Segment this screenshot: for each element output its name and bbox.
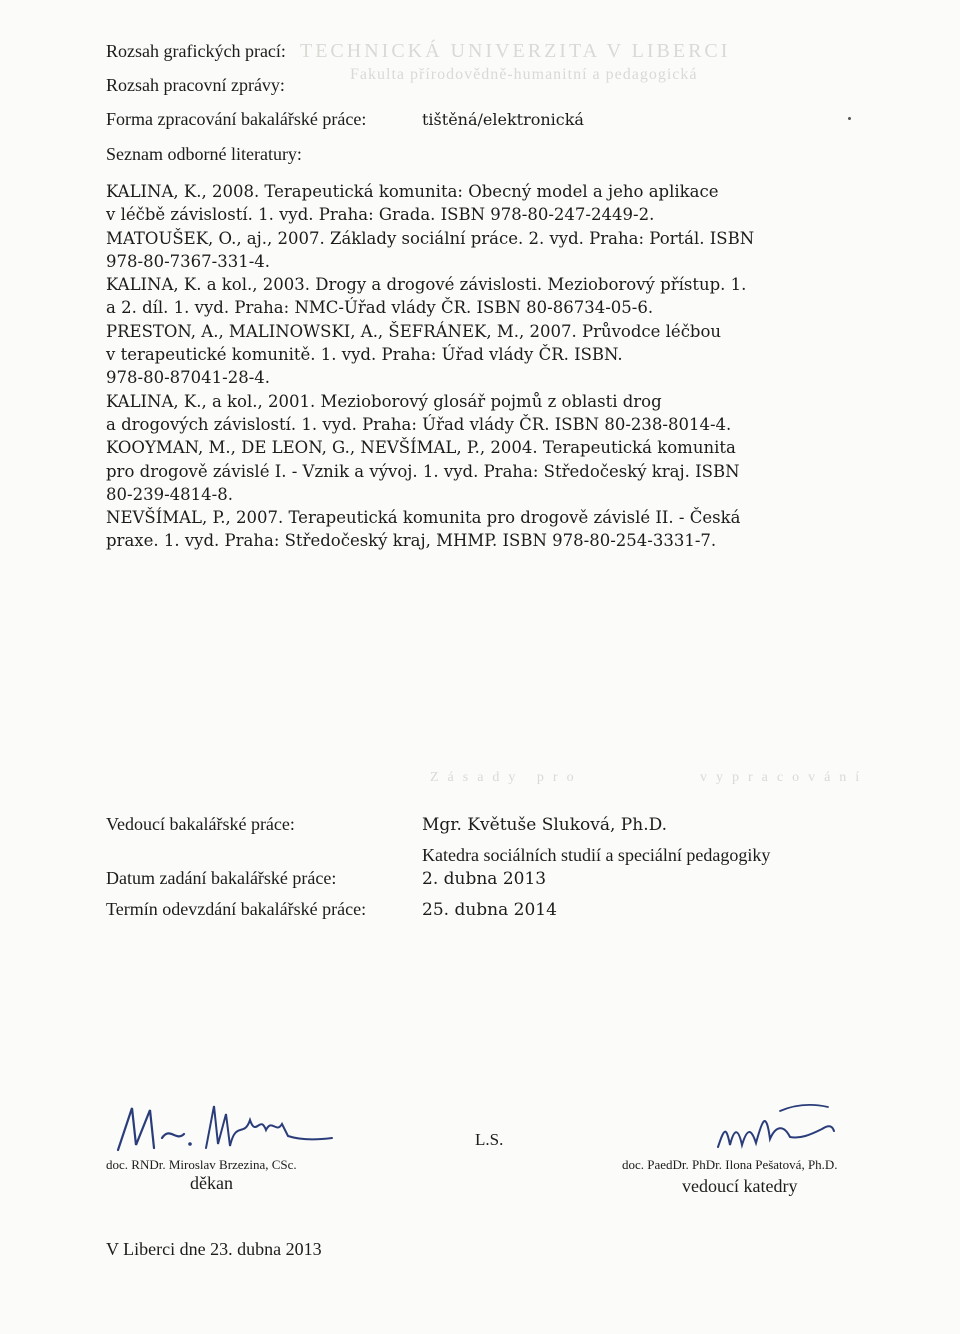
literature-line: KALINA, K., 2008. Terapeutická komunita: Obecný model a jeho aplikace [106,182,719,201]
literature-heading: Seznam odborné literatury: [106,144,302,164]
literature-heading-row [106,143,302,165]
show-through-heading-left: Zásady pro [430,770,583,785]
literature-line: 978-80-87041-28-4. [106,368,271,388]
head-of-department-signature [710,1095,840,1160]
thesis-form-row [106,108,584,130]
stamp-placeholder: L.S. [475,1130,504,1149]
literature-line: KALINA, K., a kol., 2001. Mezioborový glosář pojmů z oblasti drog [106,391,662,411]
literature-line: MATOUŠEK, O., aj., 2007. Základy sociální práce. 2. vyd. Praha: Portál. ISBN [106,228,755,248]
department-name: Katedra sociálních studií a speciální pedagogiky [422,845,771,865]
show-through-heading-right: vypracování [700,770,869,785]
thesis-form-label: Forma zpracování bakalářské práce: [106,109,367,129]
head-of-department-name: doc. PaedDr. PhDr. Ilona Pešatová, Ph.D. [622,1157,838,1172]
literature-line: KALINA, K. a kol., 2003. Drogy a drogové závislosti. Mezioborový přístup. 1. [106,275,747,295]
supervisor-name: Mgr. Květuše Sluková, Ph.D. [422,815,668,835]
dean-signature [110,1090,340,1160]
submission-date-value: 25. dubna 2014 [422,900,557,920]
show-through-subtitle: Fakulta přírodovědně-humanitní a pedagogická [350,66,698,83]
assignment-date-value: 2. dubna 2013 [422,869,547,889]
literature-line: PRESTON, A., MALINOWSKI, A., ŠEFRÁNEK, M., 2007. Průvodce léčbou [106,321,722,341]
literature-line: praxe. 1. vyd. Praha: Středočeský kraj, MHMP. ISBN 978-80-254-3331-7. [106,531,717,551]
literature-line: KOOYMAN, M., DE LEON, G., NEVŠÍMAL, P., 2004. Terapeutická komunita [106,438,736,458]
assignment-date-label: Datum zadání bakalářské práce: [106,868,337,888]
dean-role: děkan [190,1173,233,1193]
literature-line: 978-80-7367-331-4. [106,251,271,271]
supervisor-row [106,813,668,835]
literature-line: a 2. díl. 1. vyd. Praha: NMC-Úřad vlády ČR. ISBN 80-86734-05-6. [106,298,654,318]
literature-list [106,180,886,553]
submission-date-label: Termín odevzdání bakalářské práce: [106,899,367,919]
dean-name: doc. RNDr. Miroslav Brzezina, CSc. [106,1157,297,1172]
report-scope-label: Rozsah pracovní zprávy: [106,75,285,95]
literature-line: 80-239-4814-8. [106,484,233,504]
ink-speck [848,117,851,120]
place-and-date: V Liberci dne 23. dubna 2013 [106,1239,322,1259]
literature-line: NEVŠÍMAL, P., 2007. Terapeutická komunita pro drogově závislé II. - Česká [106,508,741,528]
show-through-title: TECHNICKÁ UNIVERZITA V LIBERCI [300,40,731,62]
assignment-date-row [106,867,547,889]
literature-line: v terapeutické komunitě. 1. vyd. Praha: Úřad vlády ČR. ISBN. [106,345,623,365]
report-scope-row [106,74,285,96]
thesis-form-value: tištěná/elektronická [422,110,584,129]
graphic-scope-row [106,40,286,62]
submission-date-row [106,898,557,920]
head-of-department-role: vedoucí katedry [682,1176,798,1196]
literature-line: v léčbě závislostí. 1. vyd. Praha: Grada. ISBN 978-80-247-2449-2. [106,205,655,225]
supervisor-label: Vedoucí bakalářské práce: [106,814,295,834]
literature-line: pro drogově závislé I. - Vznik a vývoj. 1. vyd. Praha: Středočeský kraj. ISBN [106,461,740,481]
literature-line: a drogových závislostí. 1. vyd. Praha: Úřad vlády ČR. ISBN 80-238-8014-4. [106,414,732,434]
graphic-scope-label: Rozsah grafických prací: [106,41,286,61]
